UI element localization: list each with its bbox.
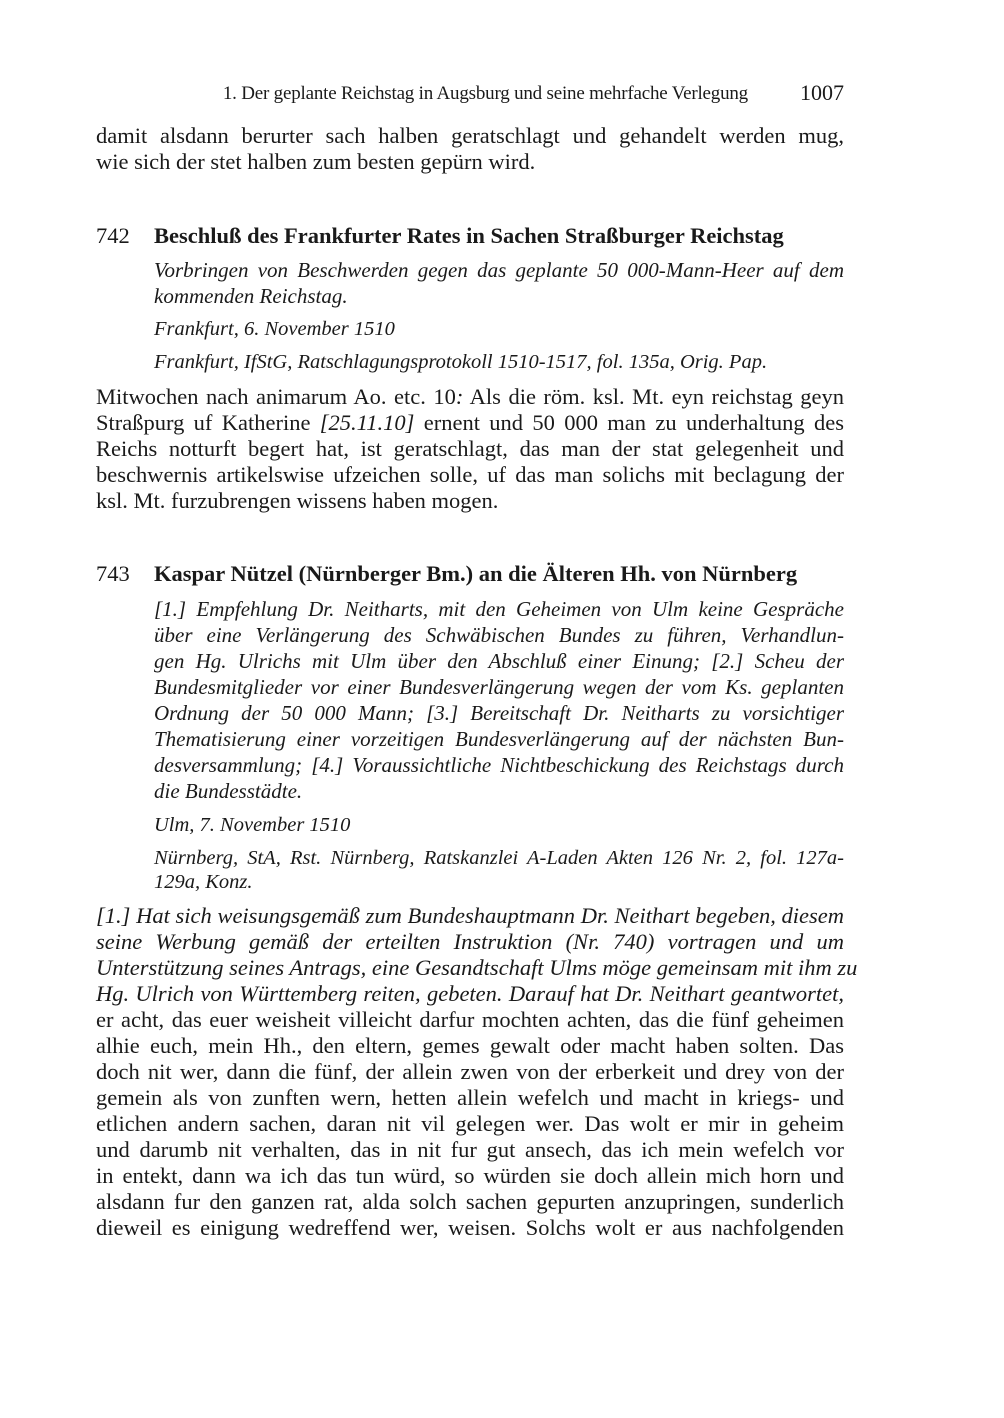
running-head [96,80,844,108]
entry-regest-line: Vorbringen von Beschwerden gegen das geplante 50 000-Mann-Heer auf dem [154,258,844,282]
body-line: beschwernis artikelswise ufzeichen solle, uf das man solichs mit beclagung der [96,462,844,487]
entry-number: 743 [96,561,130,586]
body-line-italic: seine Werbung gemäß der erteilten Instruktion (Nr. 740) vortragen und um [96,929,844,954]
entry-regest-line: die Bundesstädte. [154,779,303,803]
page-number: 1007 [800,80,844,105]
running-head-title: 1. Der geplante Reichstag in Augsburg und seine mehrfache Verlegung [222,83,748,104]
entry-place-date: Ulm, 7. November 1510 [154,814,351,836]
entry-source: Frankfurt, IfStG, Ratschlagungsprotokoll 1510-1517, fol. 135a, Orig. Pap. [154,351,768,373]
body-line: doch nit wer, dann die fünf, der allein zwen von der erberkeit und drey von der [96,1059,844,1084]
body-line: und darumb nit verhalten, das in nit fur gut ansech, das ich mein wefelch vor [96,1137,844,1162]
continuation-line: damit alsdann berurter sach halben geratschlagt und gehandelt werden mug, [96,123,844,148]
body-text: ernent und 50 000 man zu underhaltung des [414,410,844,435]
body-line: Reichs notturft begert hat, ist geratschlagt, das man der stat gelegenheit und [96,436,844,461]
editorial-date: [25.11.10] [319,410,415,435]
body-line: dieweil es einigung wedreffend wer, weisen. Solchs wolt er aus nachfolgenden [96,1215,844,1240]
entry-title: Kaspar Nützel (Nürnberger Bm.) an die Älteren Hh. von Nürnberg [154,561,798,586]
entry-regest-line: kommenden Reichstag. [154,284,348,308]
entry-regest-line: Ordnung der 50 000 Mann; [3.] Bereitschaft Dr. Neitharts zu vorsichtiger [154,701,844,725]
entry-number: 742 [96,223,130,248]
entry-source: 129a, Konz. [154,871,253,893]
body-line-italic: Hg. Ulrich von Württemberg reiten, gebeten. Darauf hat Dr. Neithart geantwortet, [96,981,844,1006]
body-line: alsdann fur den ganzen rat, alda solch sachen gepurten anzupringen, sunderlich [96,1189,844,1214]
entry-regest-line: [1.] Empfehlung Dr. Neitharts, mit den Geheimen von Ulm keine Gespräche [154,597,844,621]
continuation-line: wie sich der stet halben zum besten gepürn wird. [96,149,536,174]
entry-regest-line: desversammlung; [4.] Voraussichtliche Nichtbeschickung des Reichstags durch [154,753,844,777]
entry-title: Beschluß des Frankfurter Rates in Sachen Straßburger Reichstag [154,223,784,248]
entry-regest-line: Thematisierung einer vorzeitigen Bundesverlängerung auf der nächsten Bun- [154,727,844,751]
body-line-italic: Unterstützung seines Antrags, eine Gesandtschaft Ulms möge gemeinsam mit ihm zu [96,955,858,980]
body-line-italic: [1.] Hat sich weisungsgemäß zum Bundeshauptmann Dr. Neithart begeben, diesem [96,903,844,928]
entry-source: Nürnberg, StA, Rst. Nürnberg, Ratskanzlei A-Laden Akten 126 Nr. 2, fol. 127a- [154,847,844,869]
body-text: Als die röm. ksl. Mt. eyn reichstag geyn [463,384,845,409]
body-line: etlichen andern sachen, daran nit vil gelegen wer. Das wolt er mir in geheim [96,1111,844,1136]
entry-place-date: Frankfurt, 6. November 1510 [154,318,395,340]
entry-regest-line: gen Hg. Ulrichs mit Ulm über den Abschluß einer Einung; [2.] Scheu der [154,649,844,673]
body-line: alhie euch, mein Hh., den eltern, gemes gewalt oder macht haben solten. Das [96,1033,844,1058]
body-line: ksl. Mt. furzubrengen wissens haben mogen. [96,488,499,513]
body-line: er acht, das euer weisheit villeicht darfur mochten achten, das die fünf geheimen [96,1007,844,1032]
entry-regest-line: über eine Verlängerung des Schwäbischen Bundes zu führen, Verhandlun- [154,623,844,647]
body-text: Mitwochen nach animarum Ao. etc. 10 [96,384,456,409]
body-text: Straßpurg uf Katherine [96,410,320,435]
body-text: : [455,384,464,409]
body-line: in entekt, dann wa ich das tun würd, so würden sie doch allein mich horn und [96,1163,844,1188]
body-line [96,384,844,410]
body-line [96,410,844,436]
body-line: gemein als von zunften wern, hetten allein wefelch und macht in kriegs- und [96,1085,844,1110]
entry-regest-line: Bundesmitglieder vor einer Bundesverlängerung wegen der vom Ks. geplanten [154,675,844,699]
